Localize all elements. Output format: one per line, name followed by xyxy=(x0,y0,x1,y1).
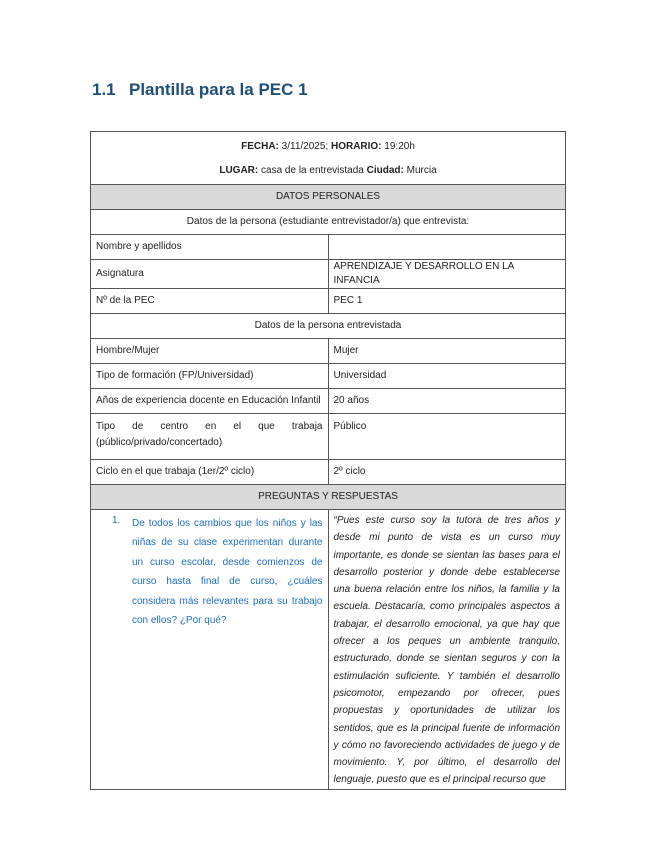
interviewer-section-title: Datos de la persona (estudiante entrevistador/a) que entrevista: xyxy=(91,210,566,235)
interviewee-section-title: Datos de la persona entrevistada xyxy=(91,314,566,339)
fecha-line xyxy=(96,135,560,159)
header-block-row xyxy=(91,132,566,185)
question-cell xyxy=(91,510,329,790)
ciudad-value: Murcia xyxy=(403,165,437,176)
row-label-line: Tipo de centro en el que trabaja xyxy=(96,421,323,432)
answer-cell xyxy=(328,510,566,790)
pec-template-table xyxy=(90,131,566,790)
datos-personales-header: DATOS PERSONALES xyxy=(91,185,566,210)
row-value xyxy=(328,235,566,260)
table-row xyxy=(91,235,566,260)
row-label: Asignatura xyxy=(91,260,329,289)
row-value: APRENDIZAJE Y DESARROLLO EN LA INFANCIA xyxy=(328,260,566,289)
table-row xyxy=(91,260,566,289)
row-value: PEC 1 xyxy=(328,289,566,314)
row-label xyxy=(91,414,329,460)
row-label: Ciclo en el que trabaja (1er/2º ciclo) xyxy=(91,460,329,485)
section-number: 1.1 xyxy=(92,80,116,99)
row-label: Tipo de formación (FP/Universidad) xyxy=(91,364,329,389)
horario-value: 19:20h xyxy=(381,141,415,152)
row-label-line: (público/privado/concertado) xyxy=(96,437,223,448)
ciudad-label: Ciudad: xyxy=(366,165,404,176)
question-number: 1. xyxy=(112,515,121,526)
row-label: Hombre/Mujer xyxy=(91,339,329,364)
answer-text: “Pues este curso soy la tutora de tres años y desde mi punto de vista es un curso muy importante, es donde se sientan las bases para el desarrollo posterior y donde debe establecerse una buena relación entre los niños, la familia y la escuela. Destacaría, como principales aspectos a trabajar, el desarrollo emocional, ya que hay que ofrecer a los peques un ambiente tranquilo, estructurado, donde se sientan seguros y con la estimulación suficiente. Y también el desarrollo psicomotor, empezando por ofrecer, pues propuestas y oportunidades de utilizar los sentidos, que es la principal fuente de información y cómo no favoreciendo actividades de juego y de movimiento. Y, por último, el desarrollo del lenguaje, puesto que es el principal recurso que xyxy=(333,515,560,786)
row-value: Universidad xyxy=(328,364,566,389)
table-row xyxy=(91,289,566,314)
fecha-value: 3/11/2025; xyxy=(278,141,331,152)
fecha-label: FECHA: xyxy=(241,141,279,152)
table-row xyxy=(91,364,566,389)
table-row xyxy=(91,460,566,485)
row-value: Mujer xyxy=(328,339,566,364)
row-value: 2º ciclo xyxy=(328,460,566,485)
table-row xyxy=(91,339,566,364)
question-text: De todos los cambios que los niños y las niñas de su clase experimentan durante un curso escolar, desde comienzos de curso hasta final de curso, ¿cuáles considera más relevantes para su trabajo con ellos? ¿Por qué? xyxy=(132,518,323,627)
header-block-cell xyxy=(91,132,566,185)
table-row xyxy=(91,414,566,460)
question xyxy=(96,510,323,630)
lugar-value: casa de la entrevistada xyxy=(258,165,367,176)
table-row xyxy=(91,389,566,414)
section-heading xyxy=(92,80,308,100)
lugar-label: LUGAR: xyxy=(219,165,259,176)
lugar-line xyxy=(96,159,560,183)
row-label: Años de experiencia docente en Educación Infantil xyxy=(91,389,329,414)
row-label: Nombre y apellidos xyxy=(91,235,329,260)
qa-row xyxy=(91,510,566,790)
horario-label: HORARIO: xyxy=(330,141,382,152)
row-value: Público xyxy=(328,414,566,460)
row-value: 20 años xyxy=(328,389,566,414)
row-label: Nº de la PEC xyxy=(91,289,329,314)
section-title: Plantilla para la PEC 1 xyxy=(129,80,308,99)
preguntas-respuestas-header: PREGUNTAS Y RESPUESTAS xyxy=(91,485,566,510)
